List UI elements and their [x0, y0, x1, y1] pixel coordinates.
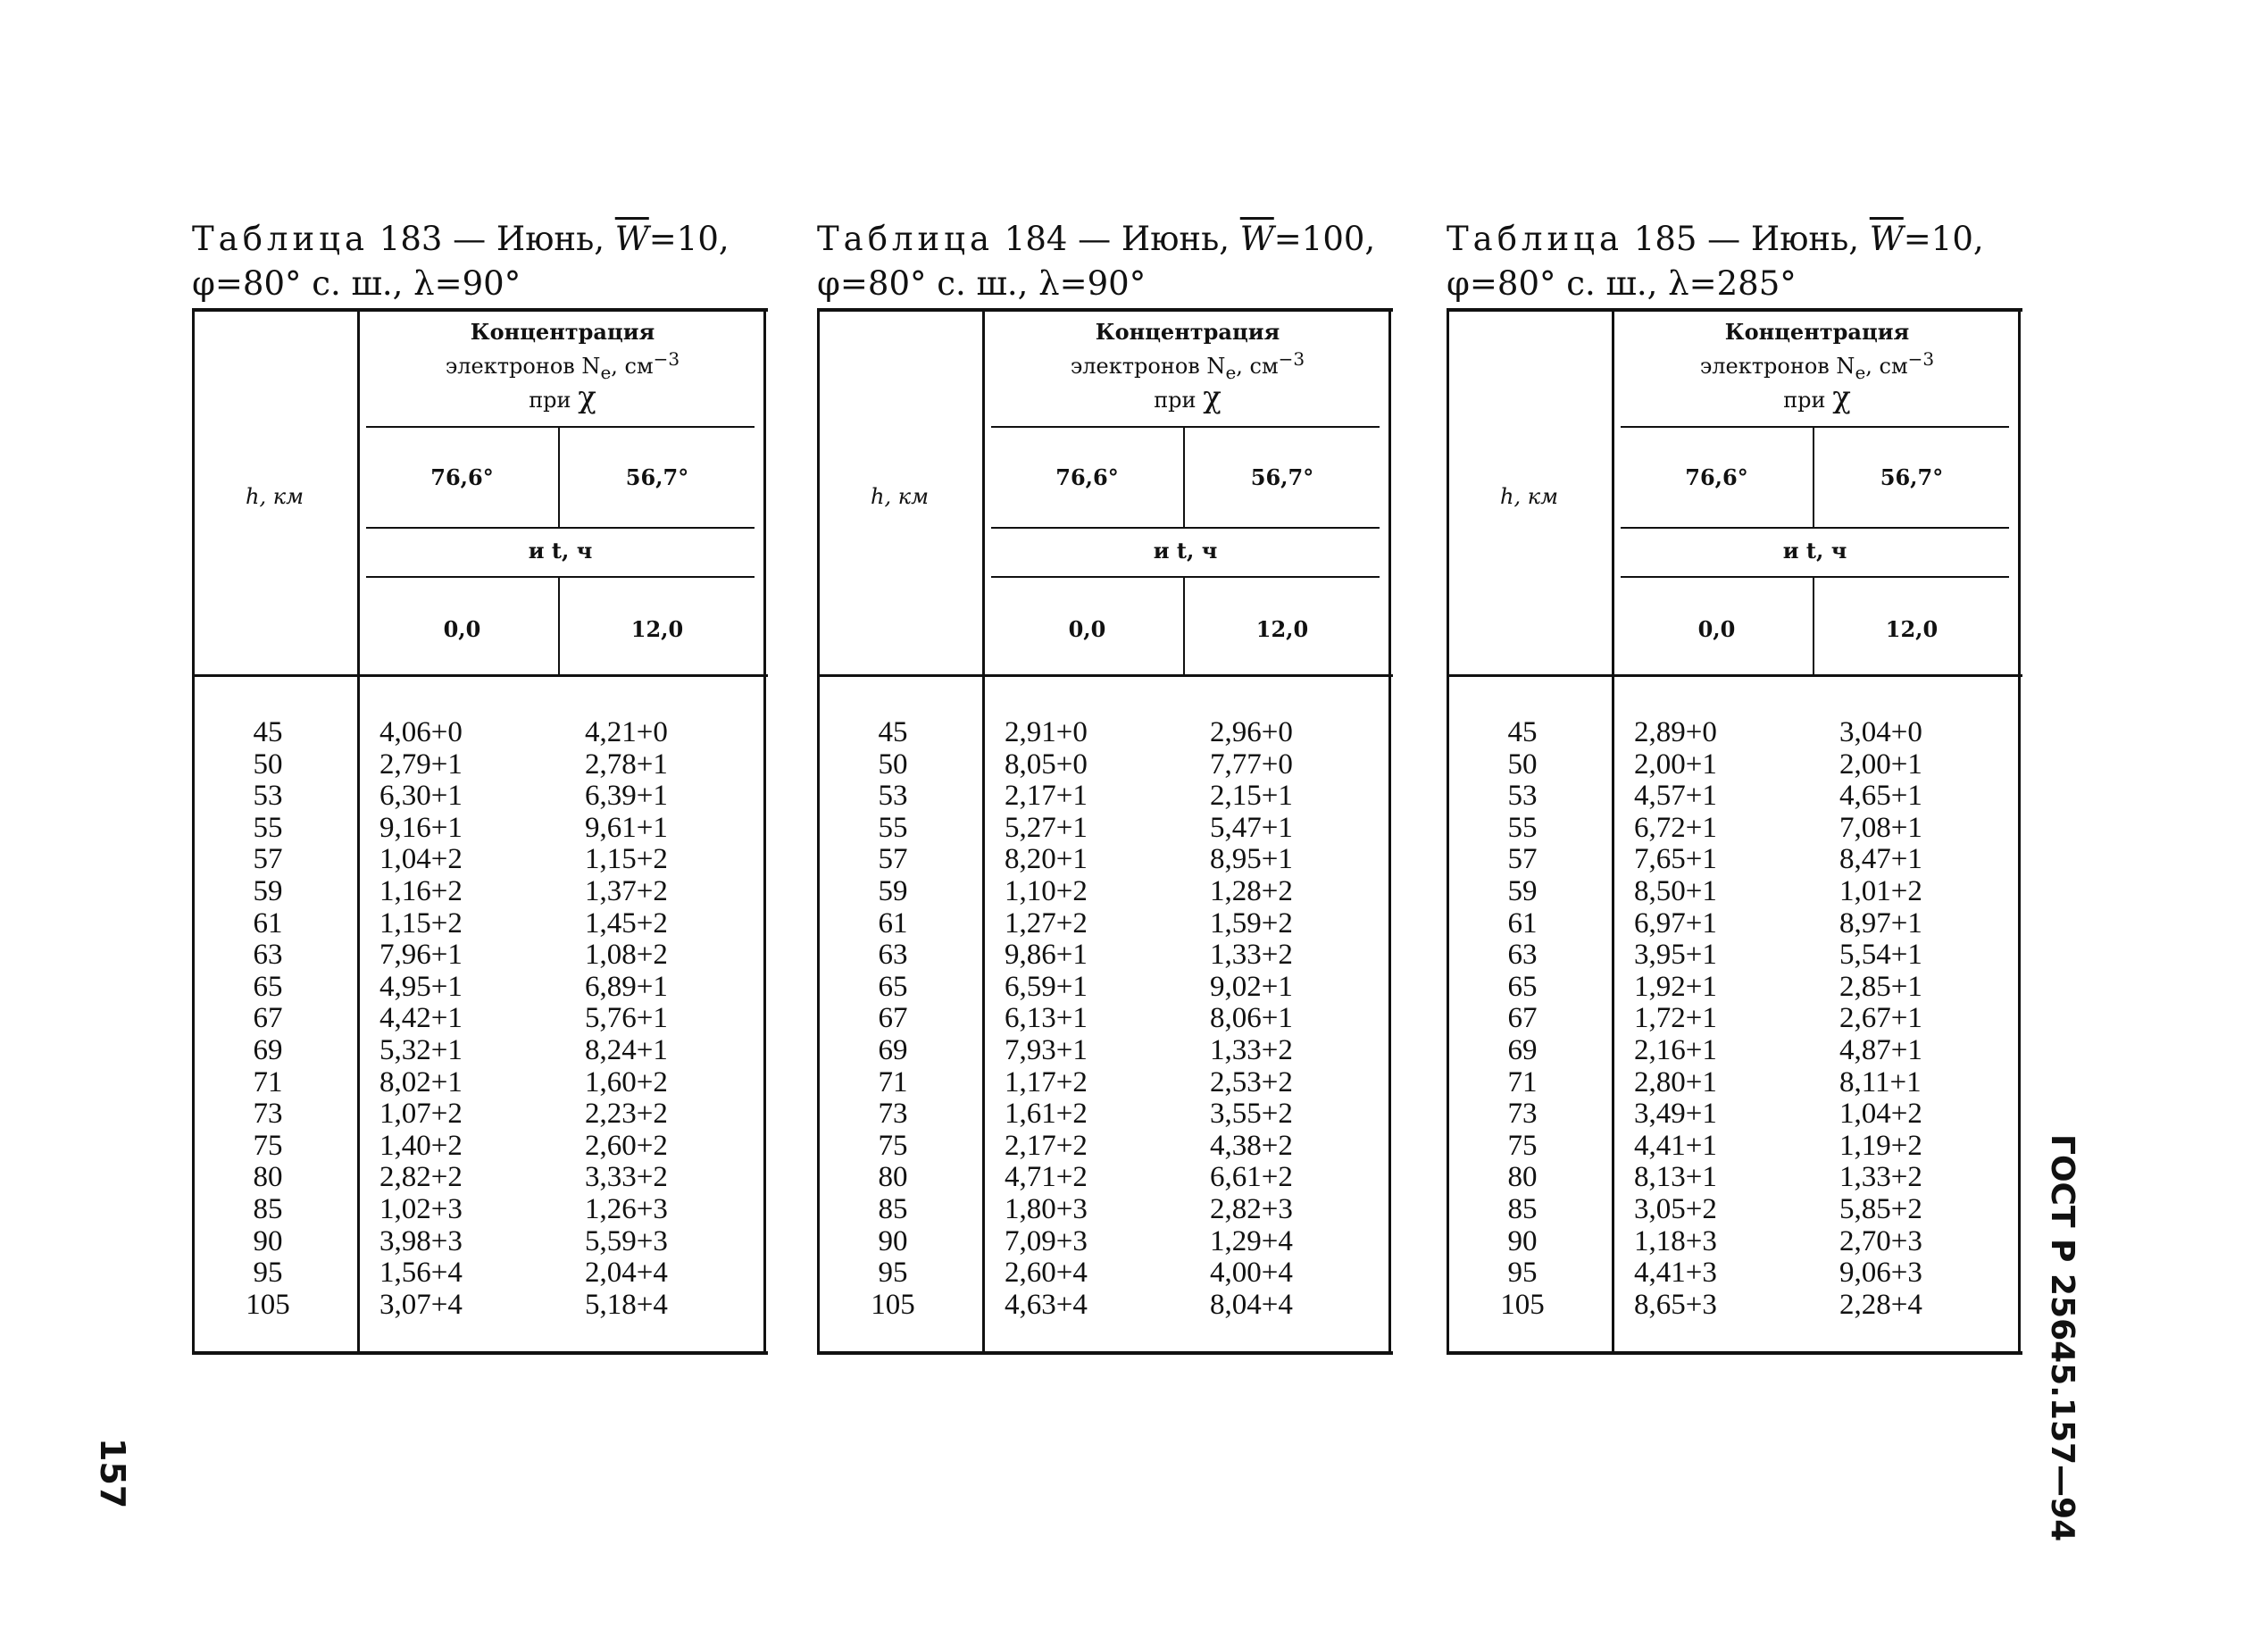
value-cell-t12: 4,38+2 [1210, 1129, 1293, 1162]
table-right-rule [1388, 308, 1391, 1353]
value-cell-t0: 3,95+1 [1634, 939, 1717, 972]
value-cell-t12: 4,21+0 [585, 716, 668, 748]
caption-number: 183 — Июнь, [369, 220, 615, 258]
value-cell-t0: 6,97+1 [1634, 906, 1717, 940]
h-label: h, км [871, 484, 929, 509]
value-cell-t12: 2,85+1 [1839, 970, 1922, 1003]
value-cell-t0: 4,57+1 [1634, 780, 1717, 813]
h-label: h, км [1500, 484, 1558, 509]
table-caption [192, 219, 768, 308]
values-column-1 [379, 717, 531, 1321]
height-cell: 105 [1500, 1288, 1545, 1321]
heights-column [853, 717, 933, 1321]
height-cell: 90 [878, 1224, 908, 1257]
value-cell-t12: 2,53+2 [1210, 1065, 1293, 1098]
value-cell-t0: 8,50+1 [1634, 874, 1717, 907]
value-cell-t0: 1,18+3 [1634, 1224, 1717, 1257]
value-cell-t0: 1,40+2 [379, 1129, 463, 1162]
value-cell-t0: 5,27+1 [1005, 811, 1088, 844]
value-cell-t0: 8,05+0 [1005, 748, 1088, 781]
value-cell-t0: 8,13+1 [1634, 1161, 1717, 1194]
pri-label: при [1154, 388, 1197, 413]
value-cell-t12: 5,47+1 [1210, 811, 1293, 844]
value-cell-t0: 1,07+2 [379, 1098, 463, 1131]
page-number: 157 [93, 1438, 132, 1509]
value-cell-t0: 6,72+1 [1634, 811, 1717, 844]
height-cell: 57 [1507, 843, 1538, 876]
heights-column [1482, 717, 1563, 1321]
height-cell: 85 [1507, 1192, 1538, 1225]
conc-unit: , см [1236, 354, 1279, 379]
data-table [817, 308, 1393, 1357]
value-cell-t0: 2,60+4 [1005, 1257, 1088, 1290]
value-cell-t12: 1,28+2 [1210, 874, 1293, 907]
h-column-rule [357, 308, 360, 1353]
header-rule-1 [366, 426, 755, 428]
conc-line-2 [987, 348, 1388, 383]
table-184 [817, 219, 1393, 1321]
t-value-1: 0,0 [1068, 616, 1106, 642]
value-cell-t12: 3,04+0 [1839, 716, 1922, 748]
table-caption [817, 219, 1393, 308]
header-rule-2 [991, 527, 1380, 529]
value-cell-t12: 1,37+2 [585, 874, 668, 907]
conc-unit: , см [1865, 354, 1908, 379]
value-cell-t12: 6,89+1 [585, 970, 668, 1003]
height-cell: 95 [253, 1257, 283, 1290]
h-column-header [196, 484, 353, 509]
value-cell-t12: 5,18+4 [585, 1288, 668, 1321]
height-cell: 69 [253, 1033, 283, 1066]
value-cell-t0: 4,63+4 [1005, 1288, 1088, 1321]
height-cell: 63 [253, 939, 283, 972]
value-cell-t12: 8,04+4 [1210, 1288, 1293, 1321]
caption-line-2: φ=80° с. ш., λ=285° [1447, 264, 1797, 303]
value-cell-t0: 1,72+1 [1634, 1002, 1717, 1035]
caption-line-1 [192, 219, 730, 260]
conc-exp: −3 [1278, 348, 1305, 370]
values-column-2 [1210, 717, 1362, 1321]
caption-word: Таблица [1447, 220, 1624, 258]
values-column-2 [585, 717, 737, 1321]
angle-2: 56,7° [1250, 464, 1314, 490]
table-left-rule [1447, 308, 1449, 1353]
table-left-rule [192, 308, 195, 1353]
height-cell: 73 [878, 1098, 908, 1131]
value-cell-t0: 1,56+4 [379, 1257, 463, 1290]
value-cell-t12: 1,59+2 [1210, 906, 1293, 940]
table-top-rule [192, 308, 768, 312]
conc-sub: e [600, 361, 612, 383]
table-left-rule [817, 308, 820, 1353]
value-cell-t12: 7,08+1 [1839, 811, 1922, 844]
value-cell-t0: 1,17+2 [1005, 1065, 1088, 1098]
height-cell: 45 [253, 716, 283, 748]
value-cell-t0: 2,17+2 [1005, 1129, 1088, 1162]
value-cell-t12: 2,96+0 [1210, 716, 1293, 748]
value-cell-t0: 6,30+1 [379, 780, 463, 813]
caption-line-2: φ=80° с. ш., λ=90° [192, 264, 521, 303]
t-value-2: 12,0 [1255, 616, 1309, 642]
height-cell: 85 [253, 1192, 283, 1225]
value-cell-t12: 2,15+1 [1210, 780, 1293, 813]
conc-line-3 [362, 380, 763, 415]
value-cell-t0: 4,41+1 [1634, 1129, 1717, 1162]
h-column-rule [1612, 308, 1614, 1353]
value-cell-t0: 7,93+1 [1005, 1033, 1088, 1066]
standard-designation: ГОСТ Р 25645.157—94 [2044, 1134, 2080, 1542]
height-cell: 55 [253, 811, 283, 844]
value-cell-t12: 1,60+2 [585, 1065, 668, 1098]
value-cell-t12: 6,61+2 [1210, 1161, 1293, 1194]
header-rule-1 [1621, 426, 2009, 428]
and-t-label: и t, ч [1153, 538, 1218, 564]
value-cell-t0: 2,16+1 [1634, 1033, 1717, 1066]
value-cell-t12: 1,19+2 [1839, 1129, 1922, 1162]
conc-exp: −3 [1907, 348, 1935, 370]
value-cell-t0: 1,10+2 [1005, 874, 1088, 907]
w-index-symbol: $\overline{W}$ [1239, 220, 1274, 258]
value-cell-t12: 2,00+1 [1839, 748, 1922, 781]
conc-line-1: Концентрация [1724, 319, 1910, 345]
height-cell: 69 [1507, 1033, 1538, 1066]
conc-sub: e [1225, 361, 1237, 383]
value-cell-t12: 2,78+1 [585, 748, 668, 781]
conc-line-3 [1616, 380, 2018, 415]
value-cell-t0: 2,89+0 [1634, 716, 1717, 748]
value-cell-t12: 9,61+1 [585, 811, 668, 844]
value-cell-t12: 3,33+2 [585, 1161, 668, 1194]
height-cell: 80 [1507, 1161, 1538, 1194]
height-cell: 75 [253, 1129, 283, 1162]
value-cell-t12: 9,02+1 [1210, 970, 1293, 1003]
value-cell-t12: 1,45+2 [585, 906, 668, 940]
header-bottom-rule [817, 674, 1393, 677]
value-cell-t0: 4,71+2 [1005, 1161, 1088, 1194]
conc-text: электронов N [1699, 354, 1855, 379]
value-cell-t12: 1,15+2 [585, 843, 668, 876]
table-185 [1447, 219, 2022, 1321]
conc-line-3 [987, 380, 1388, 415]
value-cell-t12: 4,00+4 [1210, 1257, 1293, 1290]
value-cell-t0: 2,91+0 [1005, 716, 1088, 748]
height-cell: 71 [1507, 1065, 1538, 1098]
value-cell-t12: 1,04+2 [1839, 1098, 1922, 1131]
height-cell: 75 [878, 1129, 908, 1162]
header-rule-3 [366, 576, 755, 578]
height-cell: 105 [246, 1288, 290, 1321]
value-cell-t12: 2,67+1 [1839, 1002, 1922, 1035]
height-cell: 63 [878, 939, 908, 972]
w-index-value: =10, [648, 220, 730, 258]
value-cell-t12: 1,26+3 [585, 1192, 668, 1225]
value-cell-t12: 5,76+1 [585, 1002, 668, 1035]
chi-symbol: χ [1203, 380, 1222, 415]
table-bottom-rule [817, 1351, 1393, 1355]
value-cell-t12: 5,85+2 [1839, 1192, 1922, 1225]
conc-exp: −3 [653, 348, 680, 370]
value-cell-t0: 2,17+1 [1005, 780, 1088, 813]
height-cell: 95 [878, 1257, 908, 1290]
table-top-rule [817, 308, 1393, 312]
value-cell-t0: 1,27+2 [1005, 906, 1088, 940]
values-column-1 [1005, 717, 1156, 1321]
value-cell-t12: 7,77+0 [1210, 748, 1293, 781]
height-cell: 65 [878, 970, 908, 1003]
value-cell-t12: 8,47+1 [1839, 843, 1922, 876]
t-value-2: 12,0 [630, 616, 684, 642]
value-cell-t0: 1,80+3 [1005, 1192, 1088, 1225]
height-cell: 61 [253, 906, 283, 940]
height-cell: 65 [253, 970, 283, 1003]
table-caption [1447, 219, 2022, 308]
table-right-rule [2018, 308, 2021, 1353]
height-cell: 73 [253, 1098, 283, 1131]
value-cell-t0: 2,79+1 [379, 748, 463, 781]
height-cell: 73 [1507, 1098, 1538, 1131]
height-cell: 50 [1507, 748, 1538, 781]
chi-symbol: χ [1832, 380, 1851, 415]
table-top-rule [1447, 308, 2022, 312]
height-cell: 45 [878, 716, 908, 748]
value-cell-t0: 1,04+2 [379, 843, 463, 876]
and-t-label: и t, ч [528, 538, 593, 564]
chi-symbol: χ [578, 380, 596, 415]
value-cell-t0: 3,05+2 [1634, 1192, 1717, 1225]
t-value-1: 0,0 [1697, 616, 1736, 642]
t-value-1: 0,0 [443, 616, 481, 642]
value-cell-t12: 2,28+4 [1839, 1288, 1922, 1321]
w-index-value: =10, [1903, 220, 1984, 258]
and-t-label: и t, ч [1782, 538, 1847, 564]
height-cell: 67 [253, 1002, 283, 1035]
angle-2: 56,7° [1880, 464, 1944, 490]
height-cell: 69 [878, 1033, 908, 1066]
caption-line-1 [817, 219, 1375, 260]
height-cell: 65 [1507, 970, 1538, 1003]
value-cell-t0: 4,41+3 [1634, 1257, 1717, 1290]
height-cell: 105 [871, 1288, 915, 1321]
value-cell-t0: 7,65+1 [1634, 843, 1717, 876]
value-cell-t12: 4,65+1 [1839, 780, 1922, 813]
value-cell-t0: 8,65+3 [1634, 1288, 1717, 1321]
value-cell-t0: 6,13+1 [1005, 1002, 1088, 1035]
w-index-symbol: $\overline{W}$ [1869, 220, 1904, 258]
value-cell-t12: 8,97+1 [1839, 906, 1922, 940]
caption-number: 184 — Июнь, [994, 220, 1240, 258]
conc-line-2 [362, 348, 763, 383]
height-cell: 75 [1507, 1129, 1538, 1162]
value-cell-t12: 1,08+2 [585, 939, 668, 972]
conc-line-1: Концентрация [470, 319, 655, 345]
header-rule-1 [991, 426, 1380, 428]
h-label: h, км [246, 484, 304, 509]
height-cell: 67 [878, 1002, 908, 1035]
value-cell-t0: 5,32+1 [379, 1033, 463, 1066]
value-cell-t0: 7,96+1 [379, 939, 463, 972]
height-cell: 63 [1507, 939, 1538, 972]
height-cell: 90 [253, 1224, 283, 1257]
values-column-2 [1839, 717, 1991, 1321]
height-cell: 71 [253, 1065, 283, 1098]
value-cell-t12: 2,23+2 [585, 1098, 668, 1131]
value-cell-t12: 6,39+1 [585, 780, 668, 813]
table-right-rule [763, 308, 766, 1353]
value-cell-t12: 8,24+1 [585, 1033, 668, 1066]
h-column-rule [982, 308, 985, 1353]
value-cell-t0: 1,15+2 [379, 906, 463, 940]
value-cell-t12: 5,54+1 [1839, 939, 1922, 972]
height-cell: 59 [253, 874, 283, 907]
header-bottom-rule [1447, 674, 2022, 677]
data-table [192, 308, 768, 1357]
value-cell-t12: 8,06+1 [1210, 1002, 1293, 1035]
height-cell: 59 [1507, 874, 1538, 907]
value-cell-t0: 1,61+2 [1005, 1098, 1088, 1131]
pri-label: при [529, 388, 571, 413]
pri-label: при [1783, 388, 1826, 413]
height-cell: 67 [1507, 1002, 1538, 1035]
height-cell: 55 [878, 811, 908, 844]
conc-text: электронов N [1070, 354, 1226, 379]
h-column-header [1451, 484, 1607, 509]
values-column-1 [1634, 717, 1786, 1321]
caption-word: Таблица [192, 220, 370, 258]
value-cell-t0: 2,80+1 [1634, 1065, 1717, 1098]
value-cell-t0: 9,86+1 [1005, 939, 1088, 972]
height-cell: 53 [878, 780, 908, 813]
value-cell-t0: 3,98+3 [379, 1224, 463, 1257]
caption-line-2: φ=80° с. ш., λ=90° [817, 264, 1147, 303]
conc-sub: e [1855, 361, 1866, 383]
height-cell: 80 [878, 1161, 908, 1194]
value-cell-t12: 5,59+3 [585, 1224, 668, 1257]
value-cell-t0: 4,95+1 [379, 970, 463, 1003]
caption-number: 185 — Июнь, [1623, 220, 1870, 258]
height-cell: 50 [878, 748, 908, 781]
header-rule-3 [1621, 576, 2009, 578]
conc-unit: , см [611, 354, 654, 379]
height-cell: 61 [1507, 906, 1538, 940]
height-cell: 85 [878, 1192, 908, 1225]
value-cell-t0: 8,20+1 [1005, 843, 1088, 876]
angle-1: 76,6° [1055, 464, 1119, 490]
conc-line-1: Концентрация [1095, 319, 1280, 345]
header-rule-3 [991, 576, 1380, 578]
height-cell: 61 [878, 906, 908, 940]
table-bottom-rule [1447, 1351, 2022, 1355]
value-cell-t0: 1,16+2 [379, 874, 463, 907]
angle-1: 76,6° [430, 464, 494, 490]
height-cell: 53 [253, 780, 283, 813]
height-cell: 57 [878, 843, 908, 876]
value-cell-t0: 6,59+1 [1005, 970, 1088, 1003]
w-index-symbol: $\overline{W}$ [614, 220, 649, 258]
caption-word: Таблица [817, 220, 995, 258]
value-cell-t12: 3,55+2 [1210, 1098, 1293, 1131]
height-cell: 53 [1507, 780, 1538, 813]
height-cell: 57 [253, 843, 283, 876]
value-cell-t0: 1,02+3 [379, 1192, 463, 1225]
angle-1: 76,6° [1685, 464, 1748, 490]
value-cell-t12: 2,70+3 [1839, 1224, 1922, 1257]
caption-line-1 [1447, 219, 1984, 260]
height-cell: 90 [1507, 1224, 1538, 1257]
height-cell: 71 [878, 1065, 908, 1098]
header-rule-2 [366, 527, 755, 529]
table-bottom-rule [192, 1351, 768, 1355]
h-column-header [821, 484, 978, 509]
value-cell-t12: 1,29+4 [1210, 1224, 1293, 1257]
angle-2: 56,7° [625, 464, 689, 490]
value-cell-t0: 4,06+0 [379, 716, 463, 748]
height-cell: 80 [253, 1161, 283, 1194]
value-cell-t0: 7,09+3 [1005, 1224, 1088, 1257]
heights-column [228, 717, 308, 1321]
value-cell-t12: 1,33+2 [1210, 939, 1293, 972]
t-value-2: 12,0 [1885, 616, 1939, 642]
data-table [1447, 308, 2022, 1357]
value-cell-t0: 2,00+1 [1634, 748, 1717, 781]
value-cell-t12: 4,87+1 [1839, 1033, 1922, 1066]
height-cell: 95 [1507, 1257, 1538, 1290]
w-index-value: =100, [1273, 220, 1376, 258]
value-cell-t12: 2,82+3 [1210, 1192, 1293, 1225]
value-cell-t12: 2,04+4 [585, 1257, 668, 1290]
table-183 [192, 219, 768, 1321]
height-cell: 45 [1507, 716, 1538, 748]
conc-text: электронов N [445, 354, 601, 379]
value-cell-t0: 3,07+4 [379, 1288, 463, 1321]
value-cell-t0: 2,82+2 [379, 1161, 463, 1194]
header-bottom-rule [192, 674, 768, 677]
value-cell-t0: 9,16+1 [379, 811, 463, 844]
value-cell-t12: 8,11+1 [1839, 1065, 1922, 1098]
value-cell-t0: 4,42+1 [379, 1002, 463, 1035]
value-cell-t0: 3,49+1 [1634, 1098, 1717, 1131]
header-rule-2 [1621, 527, 2009, 529]
height-cell: 50 [253, 748, 283, 781]
value-cell-t12: 1,01+2 [1839, 874, 1922, 907]
value-cell-t12: 1,33+2 [1210, 1033, 1293, 1066]
value-cell-t12: 2,60+2 [585, 1129, 668, 1162]
value-cell-t12: 1,33+2 [1839, 1161, 1922, 1194]
conc-line-2 [1616, 348, 2018, 383]
value-cell-t12: 8,95+1 [1210, 843, 1293, 876]
height-cell: 59 [878, 874, 908, 907]
value-cell-t0: 1,92+1 [1634, 970, 1717, 1003]
value-cell-t12: 9,06+3 [1839, 1257, 1922, 1290]
value-cell-t0: 8,02+1 [379, 1065, 463, 1098]
height-cell: 55 [1507, 811, 1538, 844]
